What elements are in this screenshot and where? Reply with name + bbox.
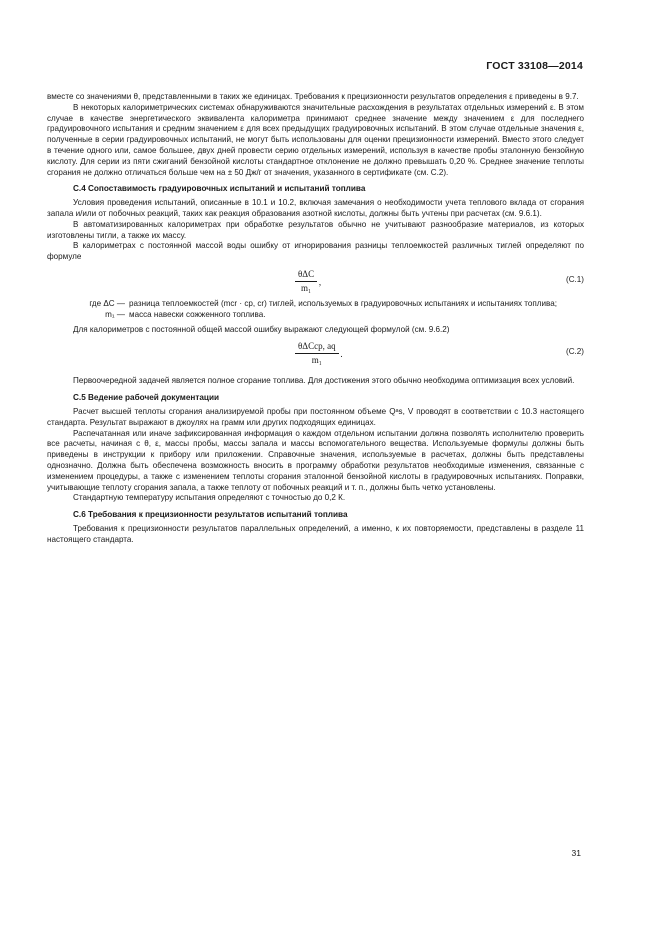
standard-header: ГОСТ 33108—2014 [486, 60, 583, 72]
formula-denominator: m₁ [311, 355, 322, 366]
paragraph: В некоторых калориметрических системах обнаруживаются значительные расхождения в результатах отдельных измерений ε. В этом случае в качестве энергетического эквивалента калориметра принимают среднее значение между значением ε для последнего градуировочного испытания и средним значением ε для всех предыдущих градуировочных испытаний. В этом случае отдельные значения ε, полученные в серии градуировочных испытаний, не могут быть использованы для оценки прецизионности измерений. Вместо этого следует в течение одного или, самое большее, двух дней провести серию отдельных измерений, используя в качестве пробы эталонную бензойную кислоту. Для серии из пяти сжиганий бензойной кислоты стандартное отклонение не должно превышать 0,20 %. Среднее значение теплоты сгорания не должно отличаться больше чем на ± 50 Дж/г от значения, указанного в сертификате (см. С.2). [47, 102, 584, 177]
section-heading-c6: С.6 Требования к прецизионности результатов испытаний топлива [73, 510, 348, 520]
paragraph: В калориметрах с постоянной массой воды ошибку от игнорирования разницы теплоемкостей различных тиглей определяют по формуле [47, 241, 584, 262]
definition-symbol: где ΔC — [89, 298, 125, 308]
definition-row [47, 299, 584, 310]
definitions-list [47, 299, 584, 321]
fraction [295, 268, 322, 294]
formula-punctuation: . [340, 349, 343, 360]
formula-c2 [47, 341, 584, 367]
document-body [47, 92, 584, 546]
paragraph: Для калориметров с постоянной общей массой ошибку выражают следующей формулой (см. 9.6.2) [73, 324, 450, 334]
paragraph: Первоочередной задачей является полное сгорание топлива. Для достижения этого обычно необходима оптимизация всех условий. [73, 376, 575, 386]
equation-number: (С.2) [566, 347, 584, 357]
section-heading-c4: С.4 Сопоставимость градуировочных испытаний и испытаний топлива [73, 184, 366, 194]
formula-c1 [47, 269, 584, 295]
definition-symbol: m₁ — [105, 309, 125, 319]
definition-text: масса навески сожженного топлива. [129, 309, 266, 319]
formula-numerator: θΔC [295, 269, 317, 282]
formula-punctuation: , [318, 276, 322, 287]
paragraph: вместе со значениями θ, представленными в таких же единицах. Требования к прецизионности результатов определения ε приведены в 9.7. [47, 92, 579, 101]
formula-denominator: m₁ [300, 282, 312, 293]
paragraph: Стандартную температуру испытания определяют с точностью до 0,2 К. [73, 493, 346, 503]
page-number: 31 [571, 848, 581, 858]
formula-numerator: θΔCcp, aq [295, 341, 339, 354]
paragraph: Требования к прецизионности результатов параллельных определений, а именно, к их повторяемости, представлены в разделе 11 настоящего стандарта. [47, 523, 584, 544]
definition-row [47, 310, 584, 321]
section-heading-c5: С.5 Ведение рабочей документации [73, 393, 220, 403]
paragraph: Условия проведения испытаний, описанные в 10.1 и 10.2, включая замечания о необходимости учета теплового вклада от сгорания запала и/или от побочных реакций, таких как реакция образования азотной кислоты, должны быть учтены при расчетах (см. 9.6.1). [47, 198, 584, 218]
equation-number: (С.1) [566, 274, 584, 284]
paragraph: Распечатанная или иначе зафиксированная информация о каждом отдельном испытании должна позволять исполнителю проверить все расчеты, начиная с θ, ε, массы пробы, массы запала и массы вспомогательного вещества. Используемые формулы должны быть приведены в инструкции к прибору или приложении. Справочные значения, используемые в расчетах, должны быть представлены однозначно. Должна быть обеспечена возможность вносить в программу обработки результатов необходимые изменения, связанные с изменением процедуры, а также с изменением теплоты сгорания эталонной бензойной кислоты в градуировочных испытаниях. Поправки, учитывающие теплоту сгорания запала, а также теплоту от побочных реакций и т. п., должны быть четко установлены. [47, 428, 584, 492]
paragraph: В автоматизированных калориметрах при обработке результатов обычно не учитывают разнообразие материалов, из которых изготовлены тигли, а также их массу. [47, 219, 584, 240]
paragraph: Расчет высшей теплоты сгорания анализируемой пробы при постоянном объеме Qᵃs, V проводят в соответствии с 10.3 настоящего стандарта. Результат выражают в джоулях на грамм или других подходящих единицах. [47, 406, 584, 427]
fraction [295, 341, 343, 366]
definition-text: разница теплоемкостей (mсr · cp, сr) тиглей, используемых в градуировочных испытаниях и испытаниях топлива; [129, 298, 557, 308]
